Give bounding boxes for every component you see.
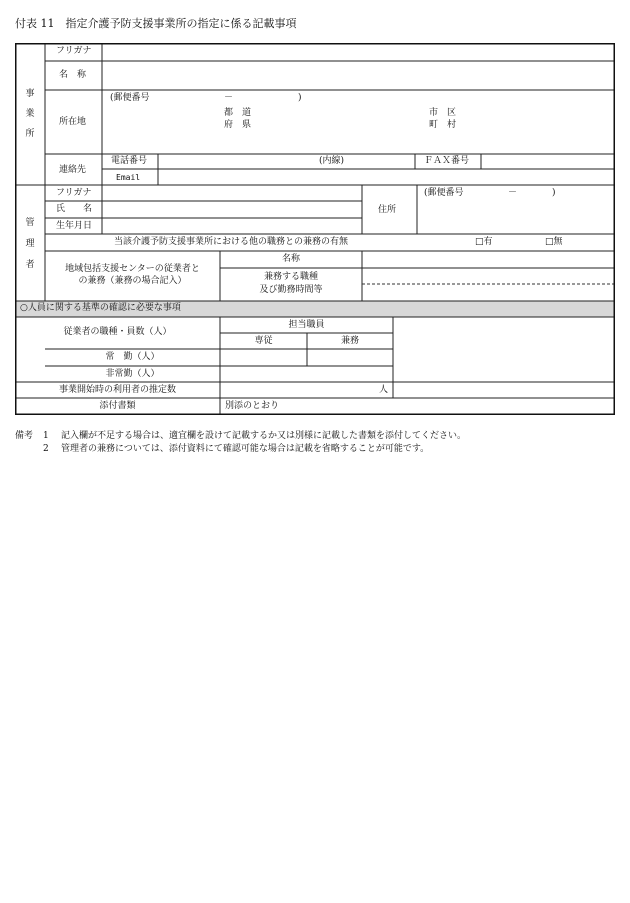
remarks-header: 備考 [15,431,34,441]
office-address-label: 所在地 [59,117,87,127]
office-postal-close: ) [298,93,302,103]
office-name-label: 名 称 [59,70,87,80]
manager-postal-close: ) [552,188,556,198]
remark-number-2: 2 [43,444,49,454]
manager-postal-dash: － [508,188,518,198]
manager-furigana-label: フリガナ [56,188,92,198]
center-duty-label-line-1: 兼務する職種 [263,272,318,282]
attachment-value: 別添のとおり [225,401,280,411]
office-fax-label: ＦＡＸ番号 [424,156,470,166]
document-title: 付表 11 指定介護予防支援事業所の指定に係る記載事項 [15,17,297,30]
office-city-line-2: 町 村 [429,120,457,130]
remarks [15,430,466,456]
office-city-line-1: 市 区 [429,108,457,118]
center-concurrent-label-line-2: の兼務（兼務の場合記入） [78,276,187,286]
regular-staff-label: 常 勤（人） [105,352,160,362]
office-prefecture-line-2: 府 県 [224,120,252,130]
manager-section-char-1: 管 [25,218,35,228]
attachment-label: 添付書類 [99,401,136,411]
remark-text-2: 管理者の兼務については、添付資料にて確認可能な場合は記載を省略することが可能です。 [61,444,430,454]
office-contact-label: 連絡先 [59,165,87,175]
manager-name-label: 氏 名 [56,204,93,214]
form-table [15,43,615,415]
concurrent-label: 兼務 [340,336,359,346]
office-section-char-3: 所 [25,129,35,139]
fulltime-label: 専従 [254,336,273,346]
office-postal-label: (郵便番号 [110,93,150,103]
manager-section-char-2: 理 [25,239,35,249]
center-concurrent-label-line-1: 地域包括支援センターの従業者と [65,264,200,274]
office-phone-label: 電話番号 [111,156,148,166]
remark-number-1: 1 [43,431,49,441]
office-prefecture-line-1: 都 道 [224,108,252,118]
assigned-staff-label: 担当職員 [288,320,325,330]
office-postal-dash: － [224,93,234,103]
estimated-users-label: 事業開始時の利用者の推定数 [58,385,176,395]
manager-other-duty-no[interactable]: □無 [545,237,563,247]
center-duty-label-line-2: 及び勤務時間等 [259,285,323,295]
manager-section-char-3: 者 [25,260,35,270]
manager-postal-label: (郵便番号 [424,188,464,198]
parttime-staff-label: 非常勤（人） [105,369,160,379]
estimated-users-unit: 人 [379,385,389,395]
manager-birthdate-label: 生年月日 [56,221,93,231]
staff-section-header: ○人員に関する基準の確認に必要な事項 [20,303,181,313]
center-name-label: 名称 [281,254,300,264]
office-email-label: Email [116,173,141,182]
manager-other-duty-label: 当該介護予防支援事業所における他の職務との兼務の有無 [113,237,348,247]
staff-job-label: 従業者の職種・員数（人） [63,327,172,337]
remark-text-1: 記入欄が不足する場合は、適宜欄を設けて記載するか又は別様に記載した書類を添付してください。 [61,431,467,441]
office-extension-label: (内線) [319,156,345,166]
office-furigana-label: フリガナ [56,46,92,56]
office-section-char-1: 事 [25,89,35,99]
office-section-char-2: 業 [25,109,35,119]
manager-other-duty-yes[interactable]: □有 [475,237,493,247]
manager-address-label: 住所 [378,205,397,215]
